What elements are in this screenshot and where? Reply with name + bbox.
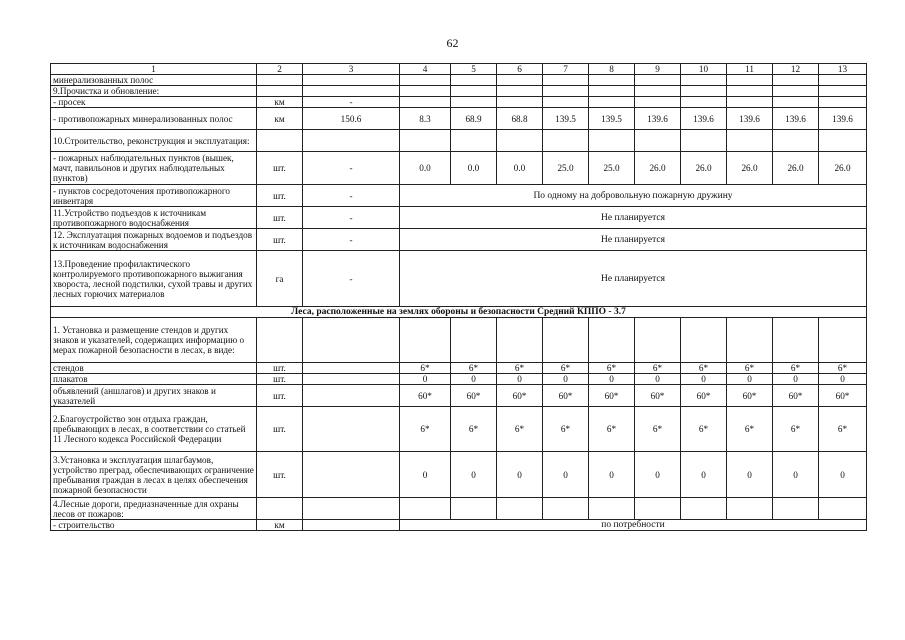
value-cell (543, 75, 589, 86)
section-title: Леса, расположенные на землях обороны и безопасности Средний КППО - 3.7 (51, 307, 867, 318)
value-cell (773, 97, 819, 108)
value-cell (543, 318, 589, 363)
value-cell: 139.6 (773, 108, 819, 130)
value-cell: 0 (497, 452, 543, 498)
value-cell (497, 75, 543, 86)
value-cell: - (303, 185, 400, 207)
value-cell (589, 130, 635, 152)
value-cell: 6* (451, 407, 497, 452)
unit-cell: шт. (257, 207, 303, 229)
header-cell: 13 (819, 64, 867, 75)
unit-cell (257, 130, 303, 152)
value-cell (681, 318, 727, 363)
value-cell (303, 374, 400, 385)
value-cell (773, 86, 819, 97)
value-cell (681, 86, 727, 97)
unit-cell: га (257, 251, 303, 307)
measure-name-cell: - противопожарных минерализованных полос (51, 108, 257, 130)
unit-cell: шт. (257, 452, 303, 498)
table-row (51, 86, 867, 97)
value-cell: 26.0 (681, 152, 727, 185)
unit-cell: шт. (257, 229, 303, 251)
measure-name-cell: - строительство (51, 520, 257, 531)
measure-name-cell: 1. Установка и размещение стендов и других знаков и указателей, содержащих информацию о мерах пожарной безопасности в лесах, в виде: (51, 318, 257, 363)
value-cell (451, 498, 497, 520)
value-cell (400, 86, 451, 97)
value-cell: - (303, 251, 400, 307)
value-cell (451, 97, 497, 108)
value-cell: 60* (635, 385, 681, 407)
unit-cell: шт. (257, 374, 303, 385)
value-cell: 139.5 (543, 108, 589, 130)
value-cell (543, 86, 589, 97)
value-cell: 8.3 (400, 108, 451, 130)
value-cell: 6* (497, 363, 543, 374)
table-row (51, 318, 867, 363)
header-cell: 5 (451, 64, 497, 75)
value-cell: - (303, 207, 400, 229)
table-row (51, 207, 867, 229)
value-cell: 60* (727, 385, 773, 407)
table-row (51, 498, 867, 520)
header-cell: 12 (773, 64, 819, 75)
merged-note-cell: Не планируется (400, 207, 867, 229)
measure-name-cell: - пунктов сосредоточения противопожарного инвентаря (51, 185, 257, 207)
unit-cell: шт. (257, 407, 303, 452)
value-cell: 0 (819, 374, 867, 385)
measure-name-cell: - пожарных наблюдательных пунктов (вышек, мачт, павильонов и других наблюдательных пунктов) (51, 152, 257, 185)
header-cell: 7 (543, 64, 589, 75)
unit-cell: км (257, 520, 303, 531)
value-cell: 6* (819, 363, 867, 374)
value-cell (589, 97, 635, 108)
unit-cell (257, 318, 303, 363)
header-cell: 8 (589, 64, 635, 75)
value-cell: 6* (773, 363, 819, 374)
value-cell: 0 (819, 452, 867, 498)
value-cell: 6* (400, 363, 451, 374)
value-cell: 139.5 (589, 108, 635, 130)
value-cell: 0 (451, 452, 497, 498)
value-cell (635, 498, 681, 520)
value-cell: 6* (681, 363, 727, 374)
table-row (51, 185, 867, 207)
merged-note-cell: По одному на добровольную пожарную дружину (400, 185, 867, 207)
value-cell: 0 (681, 374, 727, 385)
value-cell: 25.0 (543, 152, 589, 185)
value-cell (543, 97, 589, 108)
measure-name-cell: 10.Строительство, реконструкция и эксплуатация: (51, 130, 257, 152)
value-cell: 60* (773, 385, 819, 407)
value-cell: 60* (400, 385, 451, 407)
value-cell: 139.6 (727, 108, 773, 130)
value-cell (727, 75, 773, 86)
value-cell: 60* (681, 385, 727, 407)
table-row (51, 152, 867, 185)
header-cell: 2 (257, 64, 303, 75)
value-cell: 6* (773, 407, 819, 452)
value-cell: 6* (543, 363, 589, 374)
value-cell (773, 498, 819, 520)
value-cell (303, 130, 400, 152)
table-row (51, 452, 867, 498)
value-cell (727, 97, 773, 108)
value-cell (303, 452, 400, 498)
value-cell (727, 130, 773, 152)
unit-cell: шт. (257, 363, 303, 374)
value-cell (681, 130, 727, 152)
table-row (51, 407, 867, 452)
table-row (51, 385, 867, 407)
value-cell: 0 (400, 374, 451, 385)
value-cell: 6* (589, 407, 635, 452)
unit-cell (257, 75, 303, 86)
value-cell: - (303, 152, 400, 185)
unit-cell: шт. (257, 385, 303, 407)
value-cell: 0 (635, 452, 681, 498)
value-cell (303, 318, 400, 363)
value-cell: 6* (819, 407, 867, 452)
measure-name-cell: 3.Установка и эксплуатация шлагбаумов, устройство преград, обеспечивающих ограничение пребывания граждан в лесах в целях обеспечения пожарной безопасности (51, 452, 257, 498)
value-cell: 0 (727, 374, 773, 385)
value-cell (819, 86, 867, 97)
value-cell: 139.6 (681, 108, 727, 130)
value-cell: 6* (589, 363, 635, 374)
value-cell: 0 (635, 374, 681, 385)
value-cell: 0 (589, 452, 635, 498)
value-cell (773, 318, 819, 363)
measure-name-cell: 9.Прочистка и обновление: (51, 86, 257, 97)
value-cell: 26.0 (727, 152, 773, 185)
header-cell: 11 (727, 64, 773, 75)
header-row (51, 64, 867, 75)
table-row (51, 97, 867, 108)
value-cell (819, 498, 867, 520)
measure-name-cell: 11.Устройство подъездов к источникам противопожарного водоснабжения (51, 207, 257, 229)
value-cell: 6* (681, 407, 727, 452)
value-cell (400, 97, 451, 108)
value-cell (635, 75, 681, 86)
value-cell (543, 130, 589, 152)
header-cell: 6 (497, 64, 543, 75)
header-cell: 4 (400, 64, 451, 75)
value-cell (497, 130, 543, 152)
table-row (51, 108, 867, 130)
measure-name-cell: объявлений (аншлагов) и других знаков и указателей (51, 385, 257, 407)
value-cell: 139.6 (635, 108, 681, 130)
value-cell: 0 (451, 374, 497, 385)
value-cell (589, 498, 635, 520)
merged-note-cell: Не планируется (400, 251, 867, 307)
value-cell: 0 (543, 452, 589, 498)
header-cell: 1 (51, 64, 257, 75)
value-cell (543, 498, 589, 520)
value-cell (497, 498, 543, 520)
merged-note-cell: по потребности (400, 520, 867, 531)
value-cell (681, 97, 727, 108)
value-cell (635, 130, 681, 152)
value-cell (400, 130, 451, 152)
value-cell (819, 318, 867, 363)
value-cell: 26.0 (819, 152, 867, 185)
unit-cell: шт. (257, 152, 303, 185)
value-cell: 0.0 (497, 152, 543, 185)
measure-name-cell: стендов (51, 363, 257, 374)
value-cell: 26.0 (635, 152, 681, 185)
value-cell: - (303, 97, 400, 108)
header-cell: 10 (681, 64, 727, 75)
value-cell (451, 75, 497, 86)
measure-name-cell: 2.Благоустройство зон отдыха граждан, пребывающих в лесах, в соответствии со статьей 11 Лесного кодекса Российской Федерации (51, 407, 257, 452)
value-cell (819, 130, 867, 152)
measure-name-cell: - просек (51, 97, 257, 108)
value-cell (303, 75, 400, 86)
value-cell (451, 130, 497, 152)
value-cell: 150.6 (303, 108, 400, 130)
value-cell (589, 318, 635, 363)
unit-cell (257, 498, 303, 520)
measure-name-cell: 13.Проведение профилактического контролируемого противопожарного выжигания хвороста, лесной подстилки, сухой травы и других лесных горючих материалов (51, 251, 257, 307)
value-cell: 0 (400, 452, 451, 498)
value-cell (589, 75, 635, 86)
value-cell (727, 498, 773, 520)
fire-safety-measures-table (50, 63, 867, 531)
table-row (51, 229, 867, 251)
table-row (51, 251, 867, 307)
value-cell: - (303, 229, 400, 251)
value-cell: 26.0 (773, 152, 819, 185)
value-cell (773, 130, 819, 152)
header-cell: 3 (303, 64, 400, 75)
value-cell: 68.9 (451, 108, 497, 130)
value-cell (497, 86, 543, 97)
value-cell (635, 318, 681, 363)
value-cell (681, 75, 727, 86)
value-cell (400, 75, 451, 86)
value-cell: 60* (497, 385, 543, 407)
measure-name-cell: минерализованных полос (51, 75, 257, 86)
table-row (51, 520, 867, 531)
value-cell (451, 86, 497, 97)
value-cell (497, 97, 543, 108)
unit-cell: км (257, 97, 303, 108)
value-cell: 6* (400, 407, 451, 452)
value-cell: 6* (635, 363, 681, 374)
value-cell: 60* (589, 385, 635, 407)
value-cell: 0.0 (400, 152, 451, 185)
value-cell (635, 86, 681, 97)
value-cell: 6* (727, 407, 773, 452)
value-cell (303, 385, 400, 407)
measure-name-cell: 4.Лесные дороги, предназначенные для охраны лесов от пожаров: (51, 498, 257, 520)
value-cell: 60* (819, 385, 867, 407)
value-cell: 139.6 (819, 108, 867, 130)
header-cell: 9 (635, 64, 681, 75)
value-cell (451, 318, 497, 363)
value-cell (635, 97, 681, 108)
unit-cell (257, 86, 303, 97)
unit-cell: км (257, 108, 303, 130)
value-cell (497, 318, 543, 363)
value-cell (727, 318, 773, 363)
value-cell (303, 520, 400, 531)
value-cell (819, 97, 867, 108)
value-cell (303, 407, 400, 452)
value-cell: 0.0 (451, 152, 497, 185)
value-cell (727, 86, 773, 97)
value-cell (773, 75, 819, 86)
value-cell (400, 318, 451, 363)
value-cell: 25.0 (589, 152, 635, 185)
value-cell (400, 498, 451, 520)
table-row (51, 363, 867, 374)
value-cell: 6* (543, 407, 589, 452)
value-cell: 0 (543, 374, 589, 385)
measure-name-cell: 12. Эксплуатация пожарных водоемов и подъездов к источникам водоснабжения (51, 229, 257, 251)
section-header-row (51, 307, 867, 318)
value-cell (819, 75, 867, 86)
value-cell: 6* (635, 407, 681, 452)
value-cell: 0 (497, 374, 543, 385)
table-row (51, 374, 867, 385)
value-cell: 6* (727, 363, 773, 374)
value-cell: 6* (451, 363, 497, 374)
value-cell: 60* (543, 385, 589, 407)
value-cell (681, 498, 727, 520)
measure-name-cell: плакатов (51, 374, 257, 385)
table-row (51, 130, 867, 152)
value-cell (303, 363, 400, 374)
value-cell (303, 86, 400, 97)
unit-cell: шт. (257, 185, 303, 207)
merged-note-cell: Не планируется (400, 229, 867, 251)
table-row (51, 75, 867, 86)
value-cell (589, 86, 635, 97)
value-cell: 0 (681, 452, 727, 498)
value-cell: 68.8 (497, 108, 543, 130)
value-cell: 6* (497, 407, 543, 452)
value-cell: 0 (727, 452, 773, 498)
value-cell (303, 498, 400, 520)
value-cell: 60* (451, 385, 497, 407)
page-number: 62 (446, 36, 459, 50)
value-cell: 0 (773, 374, 819, 385)
value-cell: 0 (773, 452, 819, 498)
value-cell: 0 (589, 374, 635, 385)
